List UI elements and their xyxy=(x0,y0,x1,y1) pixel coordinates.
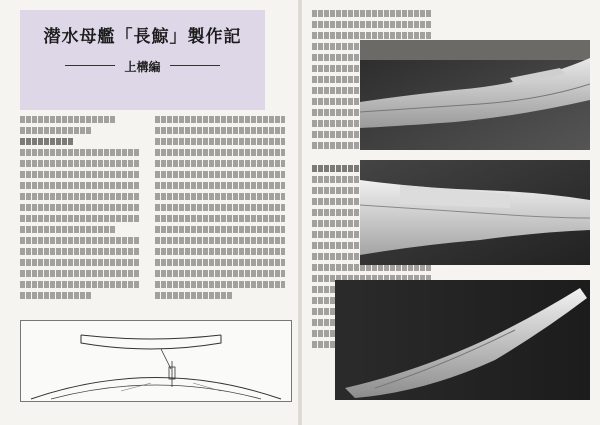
title-block xyxy=(20,10,265,110)
text-line xyxy=(20,127,92,134)
text-line xyxy=(20,116,116,123)
section-heading-line xyxy=(20,138,74,145)
text-line xyxy=(155,270,285,277)
photo-3 xyxy=(335,280,590,400)
text-line xyxy=(155,226,285,233)
hull-photo-3 xyxy=(335,280,590,400)
text-line xyxy=(155,292,233,299)
hull-diagram xyxy=(20,320,292,402)
subtitle-row xyxy=(20,58,265,74)
body-column-1 xyxy=(20,116,140,308)
subtitle-rule-right xyxy=(170,65,220,66)
text-line xyxy=(155,182,285,189)
hull-diagram-drawing xyxy=(21,321,291,401)
text-line xyxy=(155,160,285,167)
photo-1 xyxy=(360,40,590,150)
text-line xyxy=(155,204,285,211)
text-line xyxy=(20,193,140,200)
text-line xyxy=(20,226,116,233)
right-page xyxy=(300,0,600,425)
text-line xyxy=(155,138,285,145)
body-column-2 xyxy=(155,116,285,308)
hull-photo-1 xyxy=(360,40,590,150)
text-line xyxy=(155,259,285,266)
hull-photo-2 xyxy=(360,160,590,265)
article-title: 潜水母艦「長鯨」製作記 xyxy=(43,27,242,47)
text-line xyxy=(20,204,140,211)
text-line xyxy=(20,237,140,244)
article-subtitle: 上構編 xyxy=(124,60,161,74)
text-line xyxy=(155,248,285,255)
spine-gutter xyxy=(298,0,302,425)
photo-2 xyxy=(360,160,590,265)
text-line xyxy=(312,21,432,28)
text-line xyxy=(20,149,140,156)
text-line xyxy=(20,259,140,266)
text-line xyxy=(20,160,140,167)
text-line xyxy=(20,182,140,189)
text-line xyxy=(155,193,285,200)
text-line xyxy=(20,281,140,288)
text-line xyxy=(312,32,432,39)
text-line xyxy=(20,248,140,255)
text-line xyxy=(155,116,285,123)
text-line xyxy=(20,292,92,299)
text-line xyxy=(312,10,432,17)
text-line xyxy=(155,149,285,156)
text-line xyxy=(20,215,140,222)
text-line xyxy=(155,127,285,134)
text-line xyxy=(20,270,140,277)
text-line xyxy=(155,281,285,288)
text-line xyxy=(312,264,432,271)
text-line xyxy=(155,237,285,244)
text-line xyxy=(155,171,285,178)
text-line xyxy=(20,171,140,178)
text-line xyxy=(155,215,285,222)
section-heading-line xyxy=(312,165,366,172)
